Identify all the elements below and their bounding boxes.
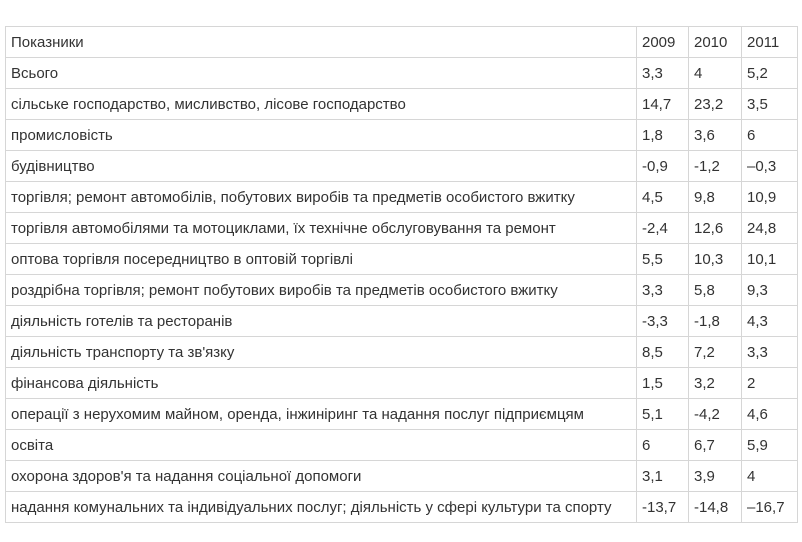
row-label-cell: роздрібна торгівля; ремонт побутових виробів та предметів особистого вжитку [6,275,637,306]
row-label-cell: оптова торгівля посередництво в оптовій торгівлі [6,244,637,275]
value-cell-2011: –16,7 [742,492,798,523]
row-label-cell: торгівля; ремонт автомобілів, побутових виробів та предметів особистого вжитку [6,182,637,213]
value-cell-2010: -1,2 [689,151,742,182]
value-cell-2011: 5,2 [742,58,798,89]
statistics-table [5,26,798,523]
value-cell-2010: -1,8 [689,306,742,337]
header-cell-year-2009: 2009 [637,27,689,58]
value-cell-2010: 12,6 [689,213,742,244]
table-row [6,430,798,461]
value-cell-2010: 3,9 [689,461,742,492]
value-cell-2011: 3,3 [742,337,798,368]
row-label-cell: фінансова діяльність [6,368,637,399]
header-cell-indicator: Показники [6,27,637,58]
table-row [6,461,798,492]
value-cell-2009: -0,9 [637,151,689,182]
table-row [6,151,798,182]
value-cell-2010: 5,8 [689,275,742,306]
value-cell-2011: 10,1 [742,244,798,275]
table-row [6,58,798,89]
value-cell-2011: 4 [742,461,798,492]
value-cell-2011: 5,9 [742,430,798,461]
value-cell-2009: 5,5 [637,244,689,275]
value-cell-2011: 3,5 [742,89,798,120]
value-cell-2011: 4,6 [742,399,798,430]
value-cell-2009: 8,5 [637,337,689,368]
value-cell-2009: 14,7 [637,89,689,120]
value-cell-2010: -14,8 [689,492,742,523]
value-cell-2010: 6,7 [689,430,742,461]
value-cell-2009: 1,8 [637,120,689,151]
table-row [6,337,798,368]
row-label-cell: діяльність транспорту та зв'язку [6,337,637,368]
value-cell-2010: 4 [689,58,742,89]
value-cell-2011: 2 [742,368,798,399]
table-row [6,120,798,151]
table-row [6,182,798,213]
row-label-cell: торгівля автомобілями та мотоциклами, їх технічне обслуговування та ремонт [6,213,637,244]
value-cell-2010: 7,2 [689,337,742,368]
row-label-cell: освіта [6,430,637,461]
table-header-row [6,27,798,58]
value-cell-2011: –0,3 [742,151,798,182]
value-cell-2009: 3,3 [637,58,689,89]
value-cell-2009: 4,5 [637,182,689,213]
row-label-cell: діяльність готелів та ресторанів [6,306,637,337]
value-cell-2009: 1,5 [637,368,689,399]
table-row [6,244,798,275]
value-cell-2010: 10,3 [689,244,742,275]
value-cell-2009: -13,7 [637,492,689,523]
value-cell-2010: 23,2 [689,89,742,120]
value-cell-2011: 24,8 [742,213,798,244]
table-row [6,89,798,120]
value-cell-2011: 6 [742,120,798,151]
row-label-cell: будівництво [6,151,637,182]
row-label-cell: операції з нерухомим майном, оренда, інжиніринг та надання послуг підприємцям [6,399,637,430]
value-cell-2009: -2,4 [637,213,689,244]
table-row [6,368,798,399]
row-label-cell: Всього [6,58,637,89]
value-cell-2011: 4,3 [742,306,798,337]
table-row [6,306,798,337]
value-cell-2011: 10,9 [742,182,798,213]
table-row [6,399,798,430]
row-label-cell: промисловість [6,120,637,151]
value-cell-2010: 3,2 [689,368,742,399]
value-cell-2009: 3,3 [637,275,689,306]
value-cell-2010: -4,2 [689,399,742,430]
row-label-cell: надання комунальних та індивідуальних послуг; діяльність у сфері культури та спорту [6,492,637,523]
value-cell-2011: 9,3 [742,275,798,306]
table-row [6,275,798,306]
value-cell-2010: 9,8 [689,182,742,213]
table-row [6,213,798,244]
header-cell-year-2011: 2011 [742,27,798,58]
table-body [6,27,798,523]
value-cell-2009: -3,3 [637,306,689,337]
value-cell-2009: 3,1 [637,461,689,492]
table-row [6,492,798,523]
value-cell-2009: 5,1 [637,399,689,430]
value-cell-2009: 6 [637,430,689,461]
header-cell-year-2010: 2010 [689,27,742,58]
value-cell-2010: 3,6 [689,120,742,151]
row-label-cell: охорона здоров'я та надання соціальної допомоги [6,461,637,492]
row-label-cell: сільське господарство, мисливство, лісове господарство [6,89,637,120]
